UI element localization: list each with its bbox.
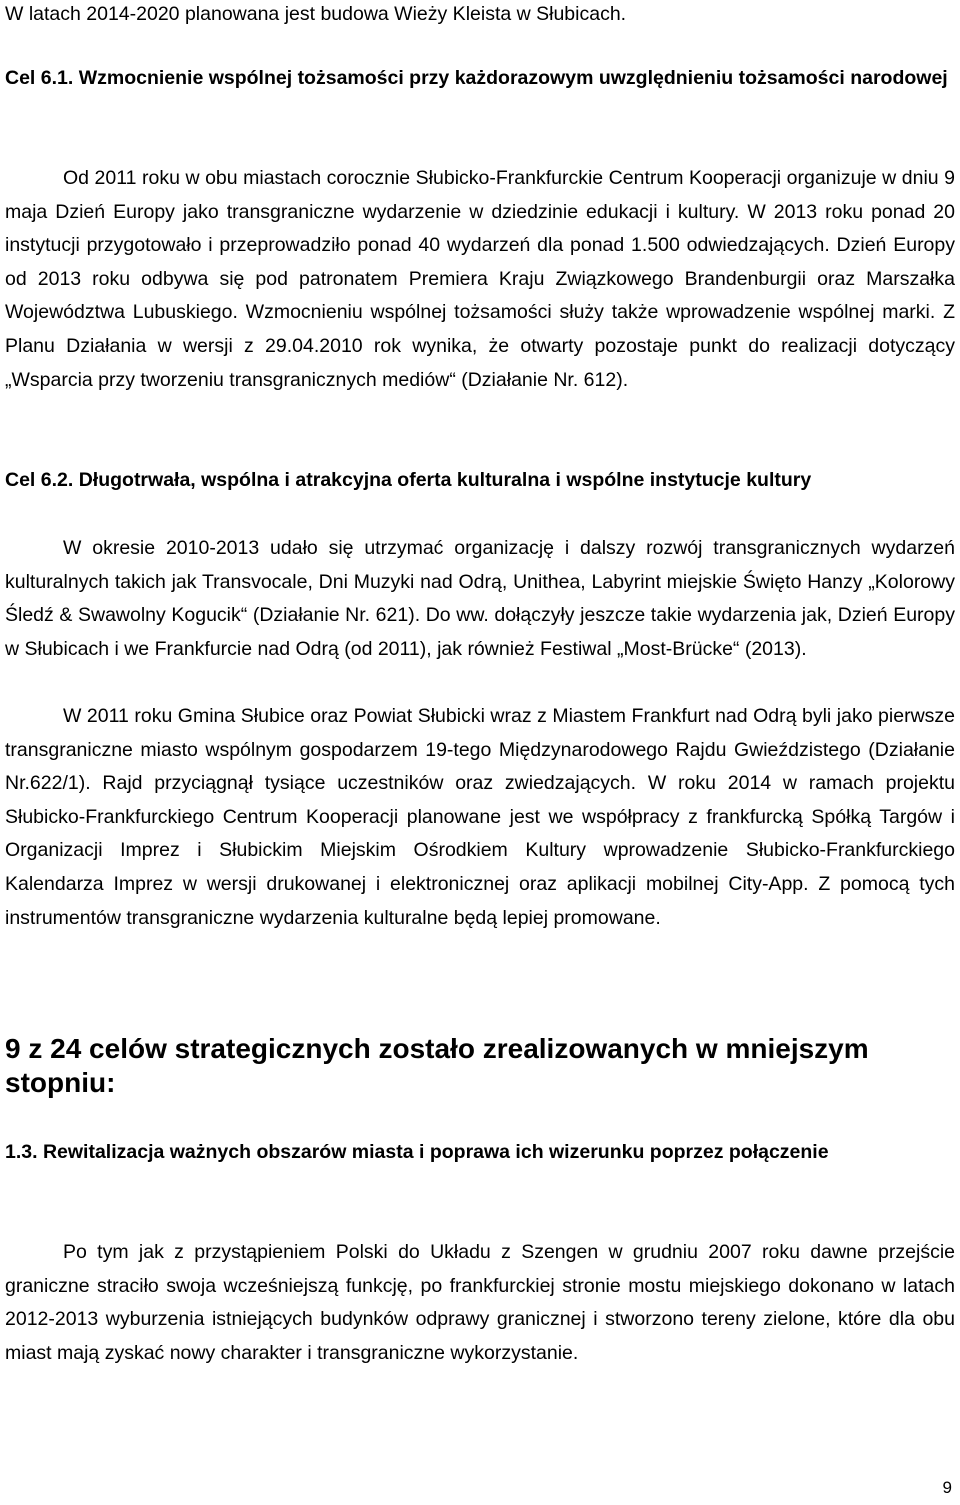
section-heading: 9 z 24 celów strategicznych zostało zrealizowanych w mniejszym stopniu: [5,1033,869,1098]
page-number: 9 [942,1478,952,1497]
goal-1-3-heading: 1.3. Rewitalizacja ważnych obszarów miasta i poprawa ich wizerunku poprzez połączenie [5,1141,829,1163]
goal-1-3-paragraph: Po tym jak z przystąpieniem Polski do Układu z Szengen w grudniu 2007 roku dawne przejście graniczne straciło swoja wcześniejszą funkcję, po frankfurckiej stronie mostu miejskiego dokonano w latach 2012-2013 wyburzenia istniejących budynków odprawy granicznej i stworzono tereny zielone, które dla obu miast mają zyskać nowy charakter i transgraniczne wykorzystanie. [5,1241,955,1364]
goal-6-2-paragraph-2: W 2011 roku Gmina Słubice oraz Powiat Słubicki wraz z Miastem Frankfurt nad Odrą byli jako pierwsze transgraniczne miasto wspólnym gospodarzem 19-tego Międzynarodowego Rajdu Gwieździstego (Działanie Nr.622/1). Rajd przyciągnął tysiące uczestników oraz zwiedzających. W roku 2014 w ramach projektu Słubicko-Frankfurckiego Centrum Kooperacji planowane jest we współpracy z frankfurcką Spółką Targów i Organizacji Imprez i Słubickim Miejskim Ośrodkiem Kultury wprowadzenie Słubicko-Frankfurckiego Kalendarza Imprez w wersji drukowanej i elektronicznej oraz aplikacji mobilnej City-App. Z pomocą tych instrumentów transgraniczne wydarzenia kulturalne będą lepiej promowane. [5,705,955,929]
goal-6-1-paragraph: Od 2011 roku w obu miastach corocznie Słubicko-Frankfurckie Centrum Kooperacji organizuje w dniu 9 maja Dzień Europy jako transgraniczne wydarzenie w dziedzinie edukacji i kultury. W 2013 roku ponad 20 instytucji przygotowało i przeprowadziło ponad 40 wydarzeń dla ponad 1.500 odwiedzających. Dzień Europy od 2013 roku odbywa się pod patronatem Premiera Kraju Związkowego Brandenburgii oraz Marszałka Województwa Lubuskiego. Wzmocnieniu wspólnej tożsamości służy także wprowadzenie wspólnej marki. Z Planu Działania w wersji z 29.04.2010 rok wynika, że otwarty pozostaje punkt do realizacji dotyczący „Wsparcia przy tworzeniu transgranicznych mediów“ (Działanie Nr. 612). [5,167,955,391]
goal-6-1-heading: Cel 6.1. Wzmocnienie wspólnej tożsamości przy każdorazowym uwzględnieniu tożsamości narodowej [5,67,948,89]
goal-6-2-paragraph-1: W okresie 2010-2013 udało się utrzymać organizację i dalszy rozwój transgranicznych wydarzeń kulturalnych takich jak Transvocale, Dni Muzyki nad Odrą, Unithea, Labyrint miejskie Święto Hanzy „Kolorowy Śledź & Swawolny Kogucik“ (Działanie Nr. 621). Do ww. dołączyły jeszcze takie wydarzenia jak, Dzień Europy w Słubicach i we Frankfurcie nad Odrą (od 2011), jak również Festiwal „Most-Brücke“ (2013). [5,537,955,660]
intro-line: W latach 2014-2020 planowana jest budowa Wieży Kleista w Słubicach. [5,3,627,25]
goal-6-2-heading: Cel 6.2. Długotrwała, wspólna i atrakcyjna oferta kulturalna i wspólne instytucje kultury [5,469,812,491]
